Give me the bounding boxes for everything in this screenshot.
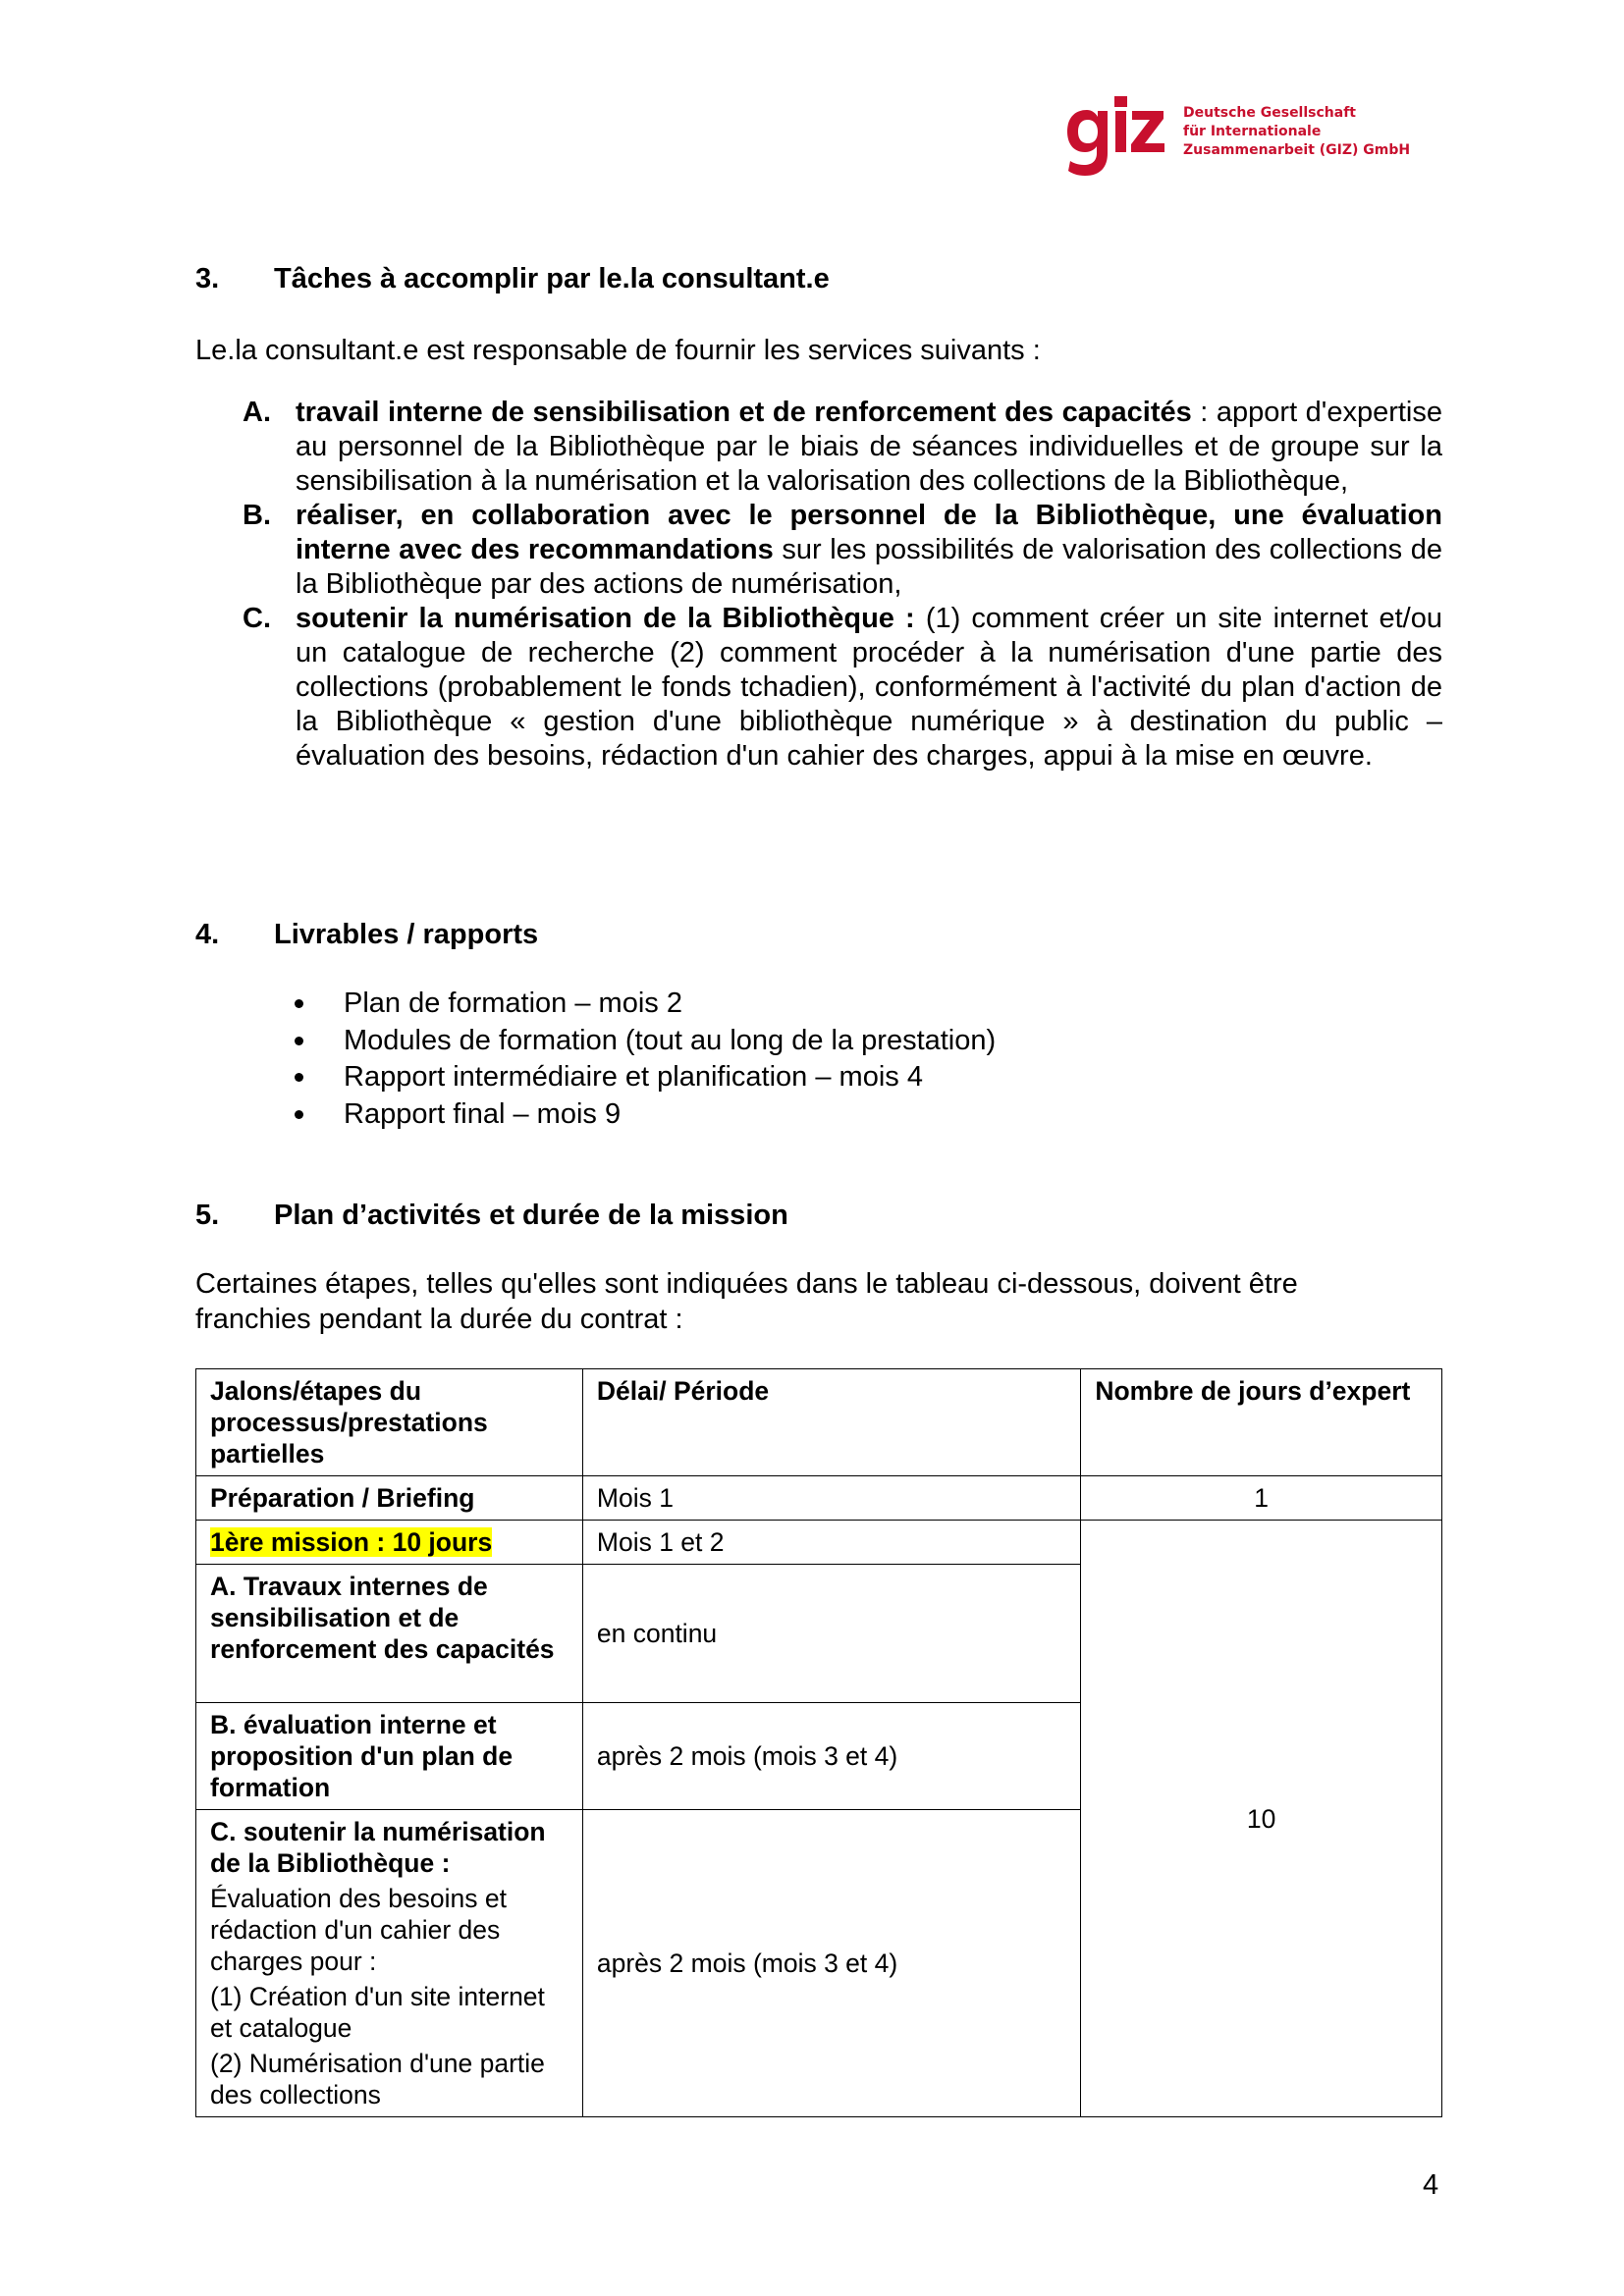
table-cell — [196, 1521, 583, 1565]
table-cell: après 2 mois (mois 3 et 4) — [582, 1810, 1080, 2117]
giz-logo — [1065, 96, 1419, 185]
bullet-icon — [295, 1037, 303, 1045]
section-4-title: Livrables / rapports — [274, 919, 539, 950]
highlighted-text: 1ère mission : 10 jours — [210, 1527, 493, 1557]
services-list — [195, 396, 1442, 774]
list-item: C. soutenir la numérisation de la Bibliothèque : (1) comment créer un site internet et/ou un catalogue de recherche (2) comment procéder à la numérisation d'une partie des collections (probablement le fonds tchadien), conformément à l'activité du plan d'action de la Bibliothèque « gestion d'une bibliothèque numérique » à destination du public – évaluation des besoins, rédaction d'un cahier des charges, appui à la mise en œuvre. — [243, 603, 1442, 772]
logo-line-2: für Internationale — [1183, 124, 1322, 139]
table-cell: A. Travaux internes de sensibilisation et de renforcement des capacités — [196, 1565, 583, 1703]
table-cell: en continu — [582, 1565, 1080, 1703]
logo-line-3: Zusammenarbeit (GIZ) GmbH — [1183, 142, 1411, 158]
table-cell: Mois 1 — [582, 1476, 1080, 1521]
table-header-row — [196, 1369, 1442, 1476]
list-item: Rapport final – mois 9 — [195, 1096, 996, 1134]
table-cell: après 2 mois (mois 3 et 4) — [582, 1703, 1080, 1810]
section-3-title: Tâches à accomplir par le.la consultant.e — [274, 263, 830, 294]
deliverables-list — [195, 986, 996, 1133]
bullet-icon — [295, 999, 303, 1008]
section-5-heading: 5. Plan d’activités et durée de la mission — [195, 1200, 788, 1231]
table-cell: Préparation / Briefing — [196, 1476, 583, 1521]
table-cell-merged-days: 10 — [1081, 1521, 1442, 2117]
table-row — [196, 1476, 1442, 1521]
page-number: 4 — [1423, 2169, 1439, 2201]
activity-plan-table — [195, 1368, 1442, 2117]
section-3-heading: 3. Tâches à accomplir par le.la consultant.e — [195, 263, 830, 294]
list-item: B. réaliser, en collaboration avec le personnel de la Bibliothèque, une évaluation interne avec des recommandations sur les possibilités de valorisation des collections de la Bibliothèque par des actions de numérisation, — [243, 500, 1442, 600]
list-item: Rapport intermédiaire et planification – mois 4 — [195, 1059, 996, 1096]
table-cell: C. soutenir la numérisation de la Bibliothèque : Évaluation des besoins et rédaction d'un cahier des charges pour : (1) Création d'un site internet et catalogue (2) Numérisation d'une partie des collections — [196, 1810, 583, 2117]
bullet-icon — [295, 1110, 303, 1119]
section-5-intro: Certaines étapes, telles qu'elles sont indiquées dans le tableau ci-dessous, doivent être franchies pendant la durée du contrat : — [195, 1268, 1298, 1335]
table-cell: B. évaluation interne et proposition d'un plan de formation — [196, 1703, 583, 1810]
column-header-steps: Jalons/étapes du processus/prestations partielles — [196, 1369, 583, 1476]
column-header-period: Délai/ Période — [582, 1369, 1080, 1476]
list-item: Plan de formation – mois 2 — [195, 986, 996, 1023]
bullet-icon — [295, 1073, 303, 1082]
column-header-days: Nombre de jours d’expert — [1081, 1369, 1442, 1476]
section-3-intro: Le.la consultant.e est responsable de fournir les services suivants : — [195, 335, 1041, 366]
giz-wordmark-icon — [1065, 96, 1173, 185]
section-4-heading: 4. Livrables / rapports — [195, 919, 539, 950]
table-row — [196, 1521, 1442, 1565]
list-item: A. travail interne de sensibilisation et de renforcement des capacités : apport d'expertise au personnel de la Bibliothèque par le biais de séances individuelles et de groupe sur la sensibilisation à la numérisation et la valorisation des collections de la Bibliothèque, — [243, 397, 1442, 497]
logo-line-1: Deutsche Gesellschaft — [1183, 105, 1356, 121]
table-cell: 1 — [1081, 1476, 1442, 1521]
section-5-title: Plan d’activités et durée de la mission — [274, 1200, 788, 1231]
list-item: Modules de formation (tout au long de la prestation) — [195, 1023, 996, 1060]
table-cell: Mois 1 et 2 — [582, 1521, 1080, 1565]
